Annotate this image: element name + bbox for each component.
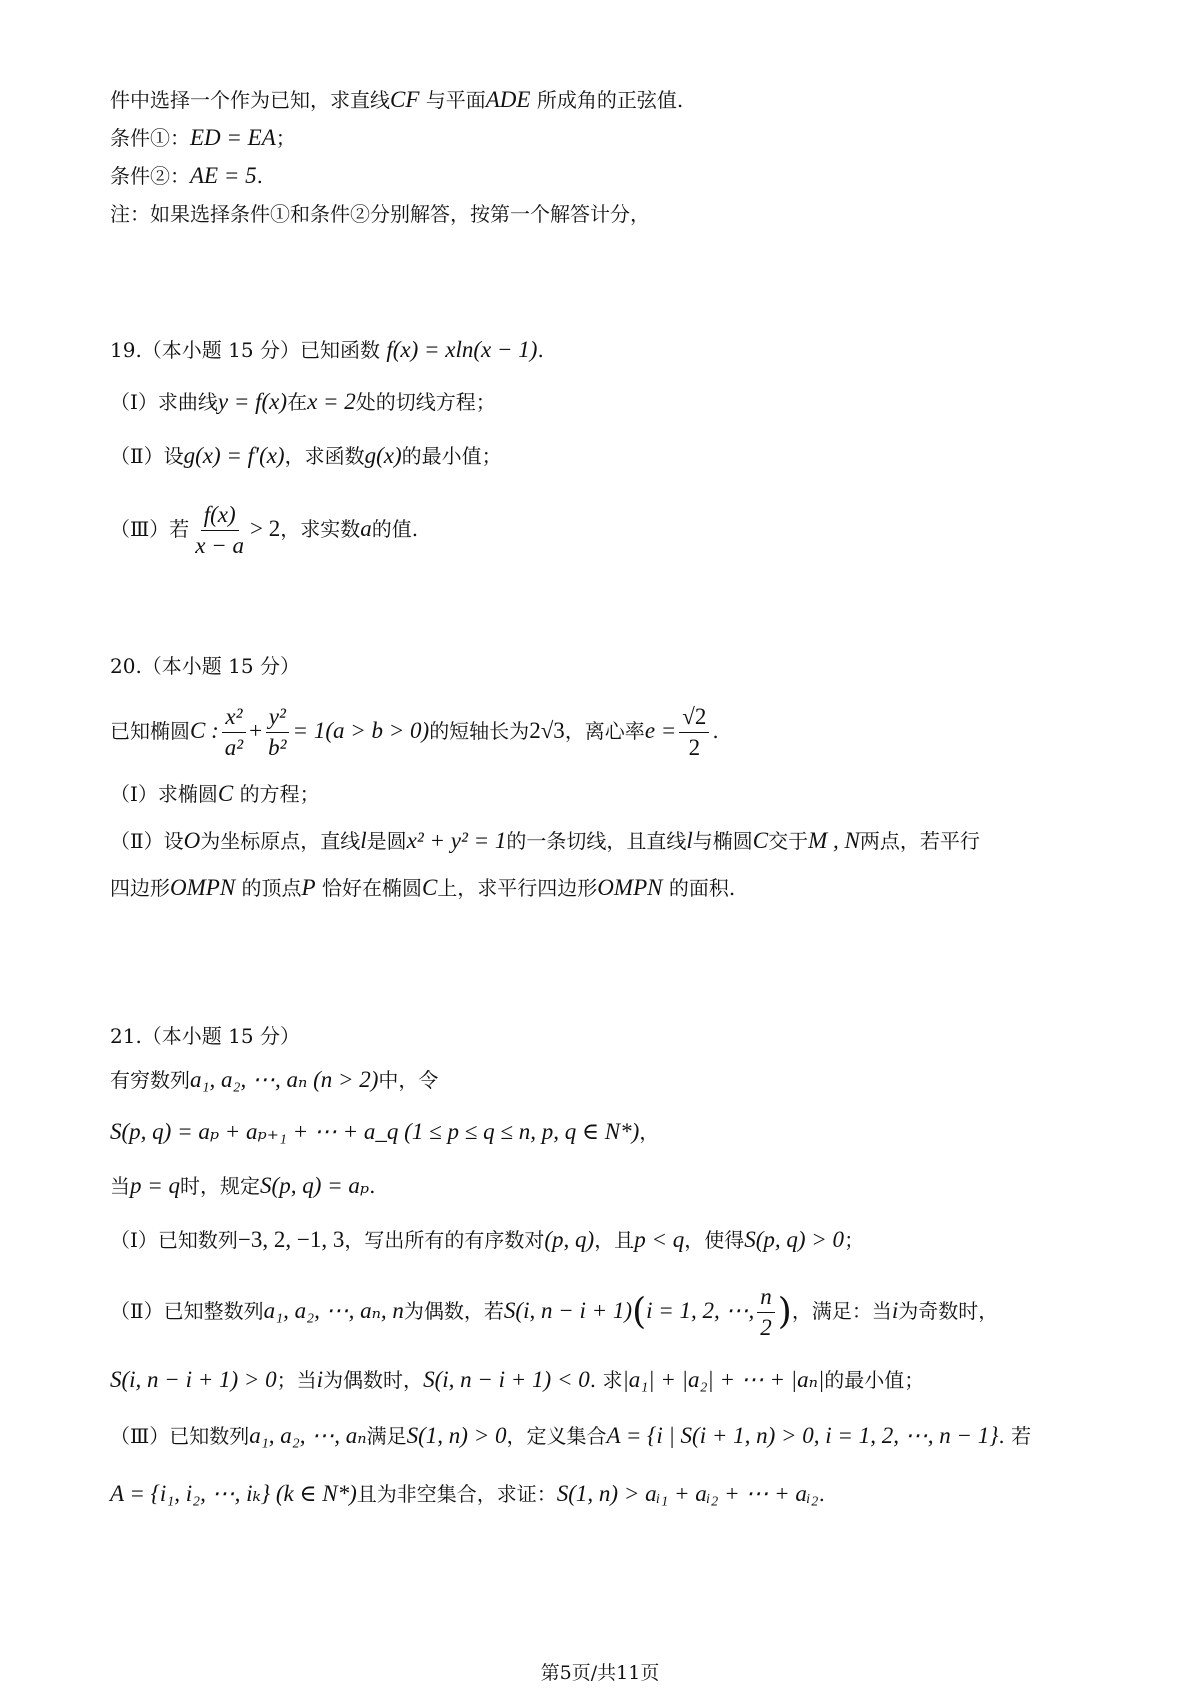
q21-part-3-line-1 [110, 1422, 1110, 1450]
q21-p2-b: 为偶数，若 [403, 1299, 504, 1323]
q21-p2-l2-b: 为偶数时， [323, 1368, 424, 1392]
q21-l1-b: 中，令 [378, 1068, 439, 1092]
q20-p2-l2-b: 的顶点 [241, 876, 302, 900]
q18-cond1-label: 条件①： [110, 126, 190, 150]
q21-p2-l2-d: 的最小值； [824, 1368, 925, 1392]
q21-p2-l2-i: i [316, 1367, 324, 1392]
q19-p1-x: x = 2 [307, 389, 356, 414]
q21-p2-paren-close: ) [777, 1291, 792, 1333]
q18-ade: ADE [485, 87, 531, 112]
q19-p2-expr: g(x) = f′(x) [183, 443, 285, 468]
page-footer: 第5页/共11页 [540, 1662, 660, 1684]
q19-p3-fraction [192, 500, 247, 561]
q21-head-text: 21.（本小题 15 分） [110, 1024, 300, 1048]
q21-part-1 [110, 1226, 1110, 1254]
q20-p2-g: 两点，若平行 [859, 829, 980, 853]
q21-p2-l2-s2: S(i, n − i + 1) < 0 [423, 1367, 590, 1392]
q21-p2-fraction [757, 1282, 775, 1343]
q21-p3-l2-set: A = {i₁, i₂, ⋯, iₖ} (k ∈ N*) [110, 1481, 357, 1506]
q21-p3-s: S(1, n) > 0 [406, 1423, 507, 1448]
q21-l2-expr: S(p, q) = aₚ + aₚ₊₁ + ⋯ + a_q (1 ≤ p ≤ q ≤ n, p, q ∈ N*) [110, 1119, 640, 1144]
q19-p3-mid: ，求实数 [280, 517, 361, 541]
q19-p3-label: （Ⅲ）若 [110, 517, 190, 541]
q21-l3-pq: p = q [130, 1173, 181, 1198]
q20-p2-l2-e: 的面积. [668, 876, 736, 900]
q21-p3-l2-ineq: S(1, n) > aᵢ₁ + aᵢ₂ + ⋯ + aᵢ₂ [556, 1481, 819, 1506]
q19-p3-gt: > 2 [250, 516, 281, 541]
q19-head [110, 336, 1110, 364]
q20-x-fraction [222, 702, 246, 763]
q20-p1-tail: 的方程； [239, 782, 320, 806]
q21-l1-seq: a₁, a₂, ⋯, aₙ (n > 2) [190, 1067, 379, 1092]
q21-p3-seq: a₁, a₂, ⋯, aₙ [249, 1423, 367, 1448]
q18-tail: 所成角的正弦值. [536, 88, 684, 112]
q20-y2: y² [266, 702, 289, 733]
q20-e-label: e = [644, 718, 677, 743]
q21-l2-end: ， [639, 1120, 660, 1144]
q21-p3-set: A = {i | S(i + 1, n) > 0, i = 1, 2, ⋯, n − 1} [606, 1423, 999, 1448]
q20-part-1 [110, 780, 1110, 808]
q20-p2-l: l [360, 828, 367, 853]
q21-p2-d: 为奇数时， [898, 1299, 999, 1323]
q21-p2-a: （Ⅱ）已知整数列 [110, 1299, 264, 1323]
q21-p3-d: . 若 [998, 1424, 1032, 1448]
q21-p1-a: （Ⅰ）已知数列 [110, 1228, 238, 1252]
q20-plus: + [249, 718, 263, 743]
q21-p3-l2-end: . [818, 1482, 825, 1506]
q20-p2-l2-d: 上，求平行四边形 [437, 876, 598, 900]
q20-p2-a: （Ⅱ）设 [110, 829, 184, 853]
q21-part-2-line-2 [110, 1366, 1110, 1394]
q20-p2-f: 交于 [768, 829, 809, 853]
q21-line-2 [110, 1118, 1110, 1146]
q19-p3-tail: 的值. [371, 517, 419, 541]
q21-part-2-line-1 [110, 1280, 1110, 1344]
q20-part-2-line-2 [110, 874, 1110, 902]
q19-p1-label: （Ⅰ）求曲线 [110, 390, 218, 414]
q18-intro: 件中选择一个作为已知，求直线 [110, 88, 390, 112]
q20-head [110, 652, 1110, 680]
q20-end: . [712, 719, 719, 743]
q19-part-2 [110, 442, 1110, 470]
q20-eq-cond: = 1(a > b > 0) [292, 718, 430, 743]
q19-p3-a: a [360, 516, 372, 541]
q19-part-1 [110, 388, 1110, 416]
q20-p2-ompn: OMPN [170, 875, 236, 900]
q20-e-fraction [679, 702, 709, 763]
q21-p2-l2-a: ；当 [276, 1368, 317, 1392]
q21-p1-seq: −3, 2, −1, 3 [237, 1227, 345, 1252]
q21-p3-a: （Ⅲ）已知数列 [110, 1424, 250, 1448]
q20-p2-mn: M , N [808, 828, 860, 853]
q20-p1-c: C [217, 781, 234, 806]
q21-l3-a: 当 [110, 1174, 130, 1198]
q21-l3-end: . [369, 1174, 376, 1198]
q19-p1-expr: y = f(x) [217, 389, 288, 414]
q21-p1-s: S(p, q) > 0 [744, 1227, 845, 1252]
q21-line-3 [110, 1172, 1110, 1200]
q19-func: f(x) = xln(x − 1) [386, 337, 538, 362]
q18-cond2-end: . [256, 164, 263, 188]
q21-p2-l2-abs: |a₁| + |a₂| + ⋯ + |aₙ| [622, 1367, 825, 1392]
q19-p2-label: （Ⅱ）设 [110, 444, 184, 468]
q21-p2-range: i = 1, 2, ⋯, [646, 1298, 755, 1323]
q20-p2-d: 的一条切线，且直线 [506, 829, 687, 853]
q20-intro [110, 700, 1110, 763]
q21-p3-l2-a: 且为非空集合，求证： [356, 1482, 557, 1506]
q20-x2: x² [222, 702, 245, 733]
q20-p2-l2-a: 四边形 [110, 876, 170, 900]
q21-p1-end: ； [844, 1228, 865, 1252]
q21-part-3-line-2 [110, 1480, 1110, 1508]
q20-mid2: ，离心率 [564, 719, 645, 743]
q18-cond1-end: ； [275, 126, 296, 150]
q20-p2-ompn2: OMPN [597, 875, 663, 900]
q20-p1-text: （Ⅰ）求椭圆 [110, 782, 218, 806]
q21-p1-c: ，且 [594, 1228, 635, 1252]
q20-b2: b² [268, 735, 287, 760]
q20-p2-b: 为坐标原点，直线 [200, 829, 361, 853]
q19-p2-g: g(x) [364, 443, 402, 468]
q21-p2-n: n [757, 1282, 775, 1313]
q21-line-1 [110, 1066, 1110, 1094]
q21-p2-i: i [891, 1298, 899, 1323]
q19-part-3 [110, 498, 1110, 561]
q18-cond1-expr: ED = EA [190, 125, 276, 150]
q21-p2-c: ，满足：当 [791, 1299, 892, 1323]
q18-note [110, 200, 1110, 228]
q21-l3-expr: S(p, q) = aₚ [260, 1173, 370, 1198]
q21-p3-c: ，定义集合 [506, 1424, 607, 1448]
q21-p2-s: S(i, n − i + 1) [503, 1298, 633, 1323]
q21-p2-l2-s1: S(i, n − i + 1) > 0 [110, 1367, 277, 1392]
q18-note-text: 注：如果选择条件①和条件②分别解答，按第一个解答计分， [110, 202, 650, 226]
q21-p2-paren-open: ( [632, 1291, 647, 1333]
q20-axis: 2√3 [529, 718, 565, 743]
q18-cond2-label: 条件②： [110, 164, 190, 188]
q18-line-1 [110, 86, 1110, 114]
q20-mid1: 的短轴长为 [429, 719, 530, 743]
q21-p1-d: ，使得 [684, 1228, 745, 1252]
q21-p2-l2-c: . 求 [589, 1368, 623, 1392]
q19-p1-mid: 在 [287, 390, 308, 414]
q19-head-end: . [537, 338, 544, 362]
q20-intro-text: 已知椭圆 [110, 719, 190, 743]
q18-mid: 与平面 [425, 88, 486, 112]
q20-p2-o: O [183, 828, 201, 853]
q19-p3-den: x − a [195, 533, 245, 558]
q18-condition-2 [110, 162, 1110, 190]
q19-p3-num: f(x) [201, 500, 239, 531]
q20-a2: a² [224, 735, 244, 760]
q19-p2-tail: 的最小值； [401, 444, 502, 468]
q19-p2-mid: ，求函数 [284, 444, 365, 468]
q20-e-num: √2 [679, 702, 709, 733]
q21-p1-lt: p < q [634, 1227, 685, 1252]
q20-c-label: C : [190, 718, 219, 743]
q21-p1-b: ，写出所有的有序数对 [344, 1228, 545, 1252]
q21-p2-2: 2 [760, 1315, 772, 1340]
q20-p2-c: 是圆 [366, 829, 407, 853]
q21-l1-a: 有穷数列 [110, 1068, 190, 1092]
q20-y-fraction [265, 702, 289, 763]
q19-head-text: 19.（本小题 15 分）已知函数 [110, 338, 380, 362]
q21-p1-pq: (p, q) [544, 1227, 595, 1252]
q21-head [110, 1022, 1110, 1050]
q20-p2-circle: x² + y² = 1 [406, 828, 507, 853]
q20-head-text: 20.（本小题 15 分） [110, 654, 300, 678]
q20-p2-c2: C [752, 828, 769, 853]
q21-l3-b: 时，规定 [180, 1174, 261, 1198]
q20-p2-c3: C [421, 875, 438, 900]
q18-cond2-expr: AE = 5 [190, 163, 257, 188]
q20-p2-e: 与椭圆 [692, 829, 753, 853]
q20-p2-l2: l [686, 828, 693, 853]
q21-p3-b: 满足 [366, 1424, 407, 1448]
q19-p1-tail: 处的切线方程； [355, 390, 496, 414]
q20-p2-p: P [301, 875, 316, 900]
q18-cf: CF [390, 87, 420, 112]
q20-part-2-line-1 [110, 827, 1110, 855]
q20-e-den: 2 [688, 735, 701, 760]
q21-p2-seq: a₁, a₂, ⋯, aₙ, n [263, 1298, 404, 1323]
q20-p2-l2-c: 恰好在椭圆 [321, 876, 422, 900]
q18-condition-1 [110, 124, 1110, 152]
